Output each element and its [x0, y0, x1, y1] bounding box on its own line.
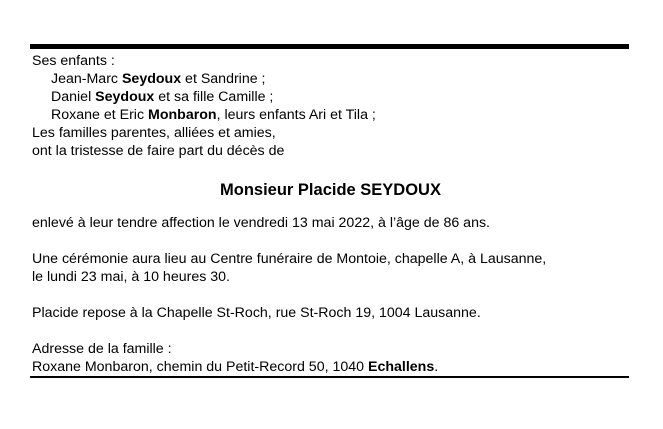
deceased-name: Monsieur Placide SEYDOUX [220, 181, 441, 199]
family-line-3 [32, 106, 629, 124]
ceremony-line-1: Une cérémonie aura lieu au Centre funéraire de Montoie, chapelle A, à Lausanne, [32, 251, 547, 267]
family-details: et sa fille Camille ; [154, 89, 274, 105]
top-rule [30, 44, 629, 49]
family-details: , leurs enfants Ari et Tila ; [216, 107, 376, 123]
announcement-line: ont la tristesse de faire part du décès de [32, 143, 285, 159]
relatives-line: Les familles parentes, alliées et amies, [32, 125, 276, 141]
family-surname: Seydoux [121, 71, 182, 87]
address-town: Echallens [367, 359, 435, 375]
family-first-name: Roxane et Eric [51, 107, 148, 123]
rest-line: Placide repose à la Chapelle St-Roch, rue St-Roch 19, 1004 Lausanne. [32, 305, 481, 321]
family-surname: Monbaron [148, 107, 217, 123]
family-surname: Seydoux [95, 89, 155, 105]
obituary-notice [32, 52, 629, 376]
address-end: . [434, 359, 439, 375]
family-details: et Sandrine ; [181, 71, 266, 87]
intro-line: Ses enfants : [32, 53, 115, 69]
address-line [32, 358, 629, 376]
death-line: enlevé à leur tendre affection le vendredi 13 mai 2022, à l’âge de 86 ans. [32, 215, 490, 231]
address-text: Roxane Monbaron, chemin du Petit-Record 50, 1040 [32, 359, 368, 375]
family-first-name: Jean-Marc [51, 71, 122, 87]
family-first-name: Daniel [51, 89, 96, 105]
bottom-rule [30, 376, 629, 378]
ceremony-line-2: le lundi 23 mai, à 10 heures 30. [32, 269, 230, 285]
family-line-2 [32, 88, 629, 106]
family-line-1 [32, 70, 629, 88]
address-label: Adresse de la famille : [32, 341, 172, 357]
